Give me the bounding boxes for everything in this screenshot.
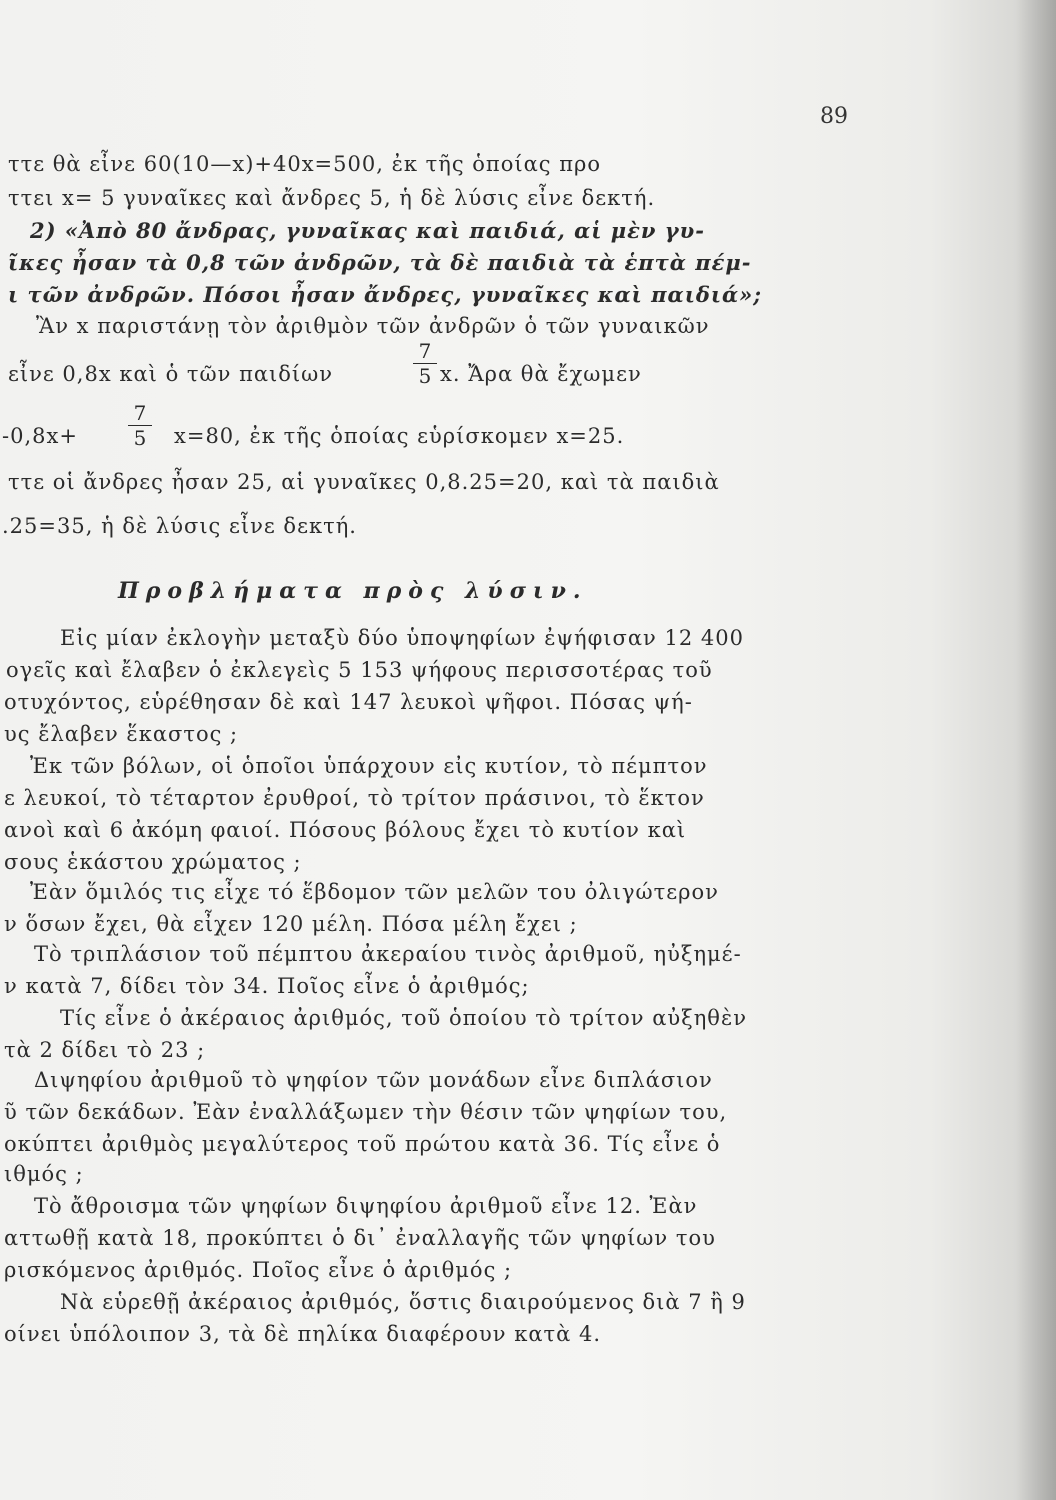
text-line: Ἂν x παριστάνῃ τὸν ἀριθμὸν τῶν ἀνδρῶν ὁ τῶν γυναικῶν — [36, 314, 710, 338]
text-line: ν κατὰ 7, δίδει τὸν 34. Ποῖος εἶνε ὁ ἀριθμός; — [4, 974, 530, 998]
problem-statement-line: ῖκες ἦσαν τὰ 0,8 τῶν ἀνδρῶν, τὰ δὲ παιδιὰ τὰ ἑπτὰ πέμ- — [8, 250, 752, 275]
text-line: εἶνε 0,8x καὶ ὁ τῶν παιδίων — [8, 362, 334, 386]
equation-line: x=80, ἐκ τῆς ὁποίας εὑρίσκομεν x=25. — [174, 424, 625, 448]
text-line: ανοὶ καὶ 6 ἀκόμη φαιοί. Πόσους βόλους ἔχει τὸ κυτίον καὶ — [4, 818, 687, 842]
text-line: .25=35, ἡ δὲ λύσις εἶνε δεκτή. — [2, 514, 357, 538]
text-line: ττε οἱ ἄνδρες ἦσαν 25, αἱ γυναῖκες 0,8.25=20, καὶ τὰ παιδιὰ — [8, 470, 720, 494]
fraction-seven-fifths: 7 5 — [413, 340, 437, 387]
text-line: ῦ τῶν δεκάδων. Ἐὰν ἐναλλάξωμεν τὴν θέσιν τῶν ψηφίων του, — [4, 1100, 728, 1124]
text-line: ττει x= 5 γυναῖκες καὶ ἄνδρες 5, ἡ δὲ λύσις εἶνε δεκτή. — [8, 186, 656, 210]
text-line: τὰ 2 δίδει τὸ 23 ; — [4, 1038, 206, 1062]
text-line: Ἐὰν ὅμιλός τις εἶχε τό ἕβδομον τῶν μελῶν του ὀλιγώτερον — [30, 880, 719, 904]
text-line: Ἐκ τῶν βόλων, οἱ ὁποῖοι ὑπάρχουν εἰς κυτίον, τὸ πέμπτον — [30, 754, 708, 778]
problem-statement-line: ι τῶν ἀνδρῶν. Πόσοι ἦσαν ἄνδρες, γυναῖκες καὶ παιδιά»; — [8, 282, 763, 307]
text-line: x. Ἄρα θὰ ἔχωμεν — [440, 362, 642, 386]
equation-line: -0,8x+ — [2, 424, 78, 448]
text-line: Εἰς μίαν ἐκλογὴν μεταξὺ δύο ὑποψηφίων ἐψήφισαν 12 400 — [60, 626, 744, 650]
text-line: Τίς εἶνε ὁ ἀκέραιος ἀριθμός, τοῦ ὁποίου τὸ τρίτον αὐξηθὲν — [60, 1006, 747, 1030]
text-line: υς ἔλαβεν ἕκαστος ; — [4, 722, 239, 746]
text-line: ν ὅσων ἔχει, θὰ εἶχεν 120 μέλη. Πόσα μέλη ἔχει ; — [4, 912, 578, 936]
text-line: ιθμός ; — [4, 1162, 84, 1186]
text-line: ε λευκοί, τὸ τέταρτον ἐρυθροί, τὸ τρίτον πράσινοι, τὸ ἕκτον — [4, 786, 705, 810]
text-line: σους ἑκάστου χρώματος ; — [4, 850, 302, 874]
text-line: Τὸ ἄθροισμα τῶν ψηφίων διψηφίου ἀριθμοῦ εἶνε 12. Ἐὰν — [34, 1194, 698, 1218]
text-line: οκύπτει ἀριθμὸς μεγαλύτερος τοῦ πρώτου κατὰ 36. Τίς εἶνε ὁ — [4, 1132, 721, 1156]
text-line: Διψηφίου ἀριθμοῦ τὸ ψηφίον τῶν μονάδων εἶνε διπλάσιον — [34, 1068, 713, 1092]
fraction-seven-fifths: 7 5 — [128, 402, 152, 449]
text-line: ρισκόμενος ἀριθμός. Ποῖος εἶνε ὁ ἀριθμός ; — [4, 1258, 513, 1282]
text-line: Νὰ εὑρεθῇ ἀκέραιος ἀριθμός, ὅστις διαιρούμενος διὰ 7 ἢ 9 — [60, 1290, 746, 1314]
text-line: οτυχόντος, εὑρέθησαν δὲ καὶ 147 λευκοὶ ψῆφοι. Πόσας ψή- — [4, 690, 693, 714]
text-line: Τὸ τριπλάσιον τοῦ πέμπτου ἀκεραίου τινὸς ἀριθμοῦ, ηὐξημέ- — [34, 942, 742, 966]
text-line: ττε θὰ εἶνε 60(10—x)+40x=500, ἐκ τῆς ὁποίας προ — [8, 152, 602, 176]
text-line: οίνει ὑπόλοιπον 3, τὰ δὲ πηλίκα διαφέρουν κατὰ 4. — [4, 1322, 602, 1346]
problem-statement-line: 2) «Ἀπὸ 80 ἄνδρας, γυναῖκας καὶ παιδιά, αἱ μὲν γυ- — [30, 218, 705, 243]
text-line: αττωθῇ κατὰ 18, προκύπτει ὁ δι᾿ ἐναλλαγῆς τῶν ψηφίων του — [4, 1226, 716, 1250]
section-heading: Προβλήματα πρὸς λύσιν. — [118, 578, 588, 604]
page-edge-shadow — [1016, 0, 1056, 1500]
text-line: ογεῖς καὶ ἔλαβεν ὁ ἐκλεγεὶς 5 153 ψήφους περισσοτέρας τοῦ — [6, 658, 713, 682]
page-number: 89 — [820, 104, 848, 129]
